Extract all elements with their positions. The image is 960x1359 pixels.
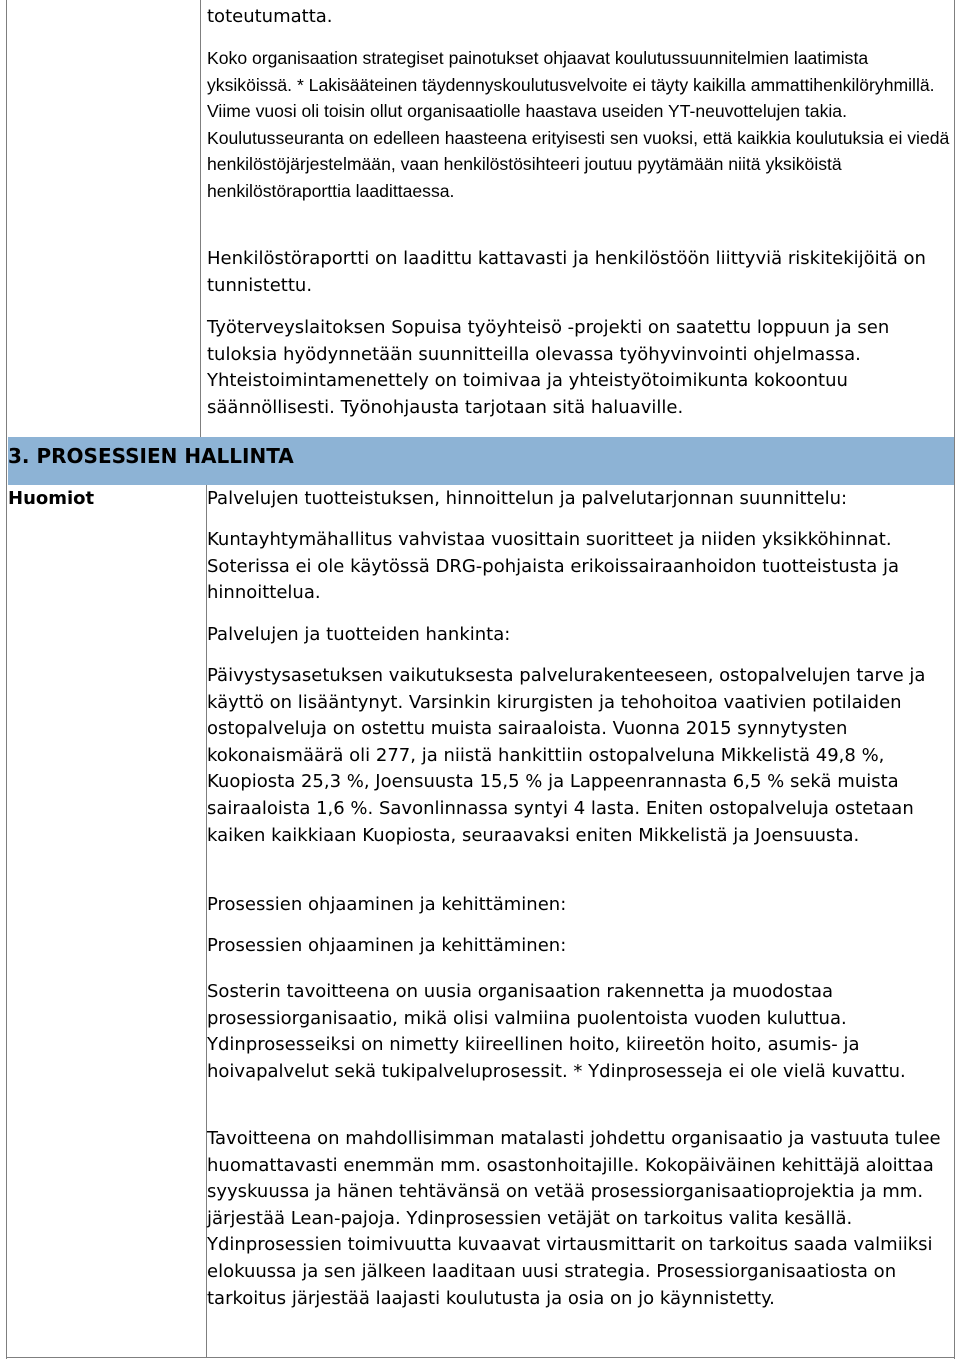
top-paragraph-personnel-report: Henkilöstöraportti on laadittu kattavasti ja henkilöstöön liittyviä riskitekijöitä on tunnistettu. (207, 248, 926, 296)
paragraph-process-organisation: Sosterin tavoitteena on uusia organisaation rakennetta ja muodostaa prosessiorganisaatio, mikä olisi valmiina puolentoista vuoden kuluttua. Ydinprosesseiksi on nimetty kiireellinen hoito, kiireetön hoito, asumis- ja hoivapalvelut sekä tukipalveluprosessit. * Ydinprosesseja ei ole vielä kuvattu. (207, 981, 906, 1082)
paragraph-purchased-services: Päivystysasetuksen vaikutuksesta palvelurakenteeseen, ostopalvelujen tarve ja käyttö on lisääntynyt. Varsinkin kirurgisten ja tehohoitoa vaativien potilaiden ostopalveluja on ostettu muista sairaaloista. Vuonna 2015 synnytysten kokonaismäärä oli 277, ja niistä hankittiin ostopalveluna Mikkelistä 49,8 %, Kuopiosta 25,3 %, Joensuusta 15,5 % ja Lappeenrannasta 6,5 % sekä muista sairaaloista 1,6 %. Savonlinnassa syntyi 4 lasta. Eniten ostopalveluja ostetaan kaiken kaikkiaan Kuopiosta, seuraavaksi eniten Mikkelistä ja Joensuusta. (207, 665, 926, 846)
row-label-huomiot: Huomiot (8, 488, 95, 509)
top-paragraph-occupational-health: Työterveyslaitoksen Sopuisa työyhteisö -projekti on saatettu loppuun ja sen tuloksia hyödynnetään suunnitteilla olevassa työhyvinvointi ohjelmassa. Yhteistoimintamenettely on toimivaa ja yhteistyötoimikunta kokoontuu säännöllisesti. Työnohjausta tarjotaan sitä haluaville. (207, 317, 890, 418)
paragraph-goals: Tavoitteena on mahdollisimman matalasti johdettu organisaatio ja vastuuta tulee huomattavasti enemmän mm. osastonhoitajille. Kokopäiväinen kehittäjä aloittaa syyskuussa ja hänen tehtävänsä on vetää prosessiorganisaatioprojektia ja mm. järjestää Lean-pajoja. Ydinprosessien vetäjät on tarkoitus valita kesällä. Ydinprosessien toimivuutta kuvaavat virtausmittarit on tarkoitus saada valmiiksi elokuussa ja sen jälkeen laaditaan uusi strategia. Prosessiorganisaatiosta on tarkoitus järjestää laajasti koulutusta ja osia on jo käynnistetty. (207, 1128, 941, 1309)
column-divider-top (200, 0, 201, 437)
table-border-bottom (6, 1357, 955, 1358)
table-border-left (6, 0, 7, 1359)
heading-process-steering-2: Prosessien ohjaaminen ja kehittäminen: (207, 935, 567, 956)
heading-productization: Palvelujen tuotteistuksen, hinnoittelun ja palvelutarjonnan suunnittelu: (207, 488, 848, 509)
top-paragraph-training-plans: Koko organisaation strategiset painotukset ohjaavat koulutussuunnitelmien laatimista yksiköissä. * Lakisääteinen täydennyskoulutusvelvoite ei täyty kaikilla ammattihenkilöryhmillä. Viime vuosi oli toisin ollut organisaatiolle haastava useiden YT-neuvottelujen takia. Koulutusseuranta on edelleen haasteena erityisesti sen vuoksi, että kaikkia koulutuksia ei viedä henkilöstöjärjestelmään, vaan henkilöstösihteeri joutuu pyytämään niitä yksiköistä henkilöstöraporttia laadittaessa. (207, 48, 950, 201)
paragraph-unit-prices: Kuntayhtymähallitus vahvistaa vuosittain suoritteet ja niiden yksikköhinnat. Soterissa ei ole käytössä DRG-pohjaista erikoissairaanhoidon tuotteistusta ja hinnoittelua. (207, 529, 899, 604)
section-title: 3. PROSESSIEN HALLINTA (8, 444, 294, 468)
top-paragraph-continuation: toteutumatta. (207, 6, 333, 27)
heading-procurement: Palvelujen ja tuotteiden hankinta: (207, 624, 511, 645)
heading-process-steering-1: Prosessien ohjaaminen ja kehittäminen: (207, 894, 567, 915)
